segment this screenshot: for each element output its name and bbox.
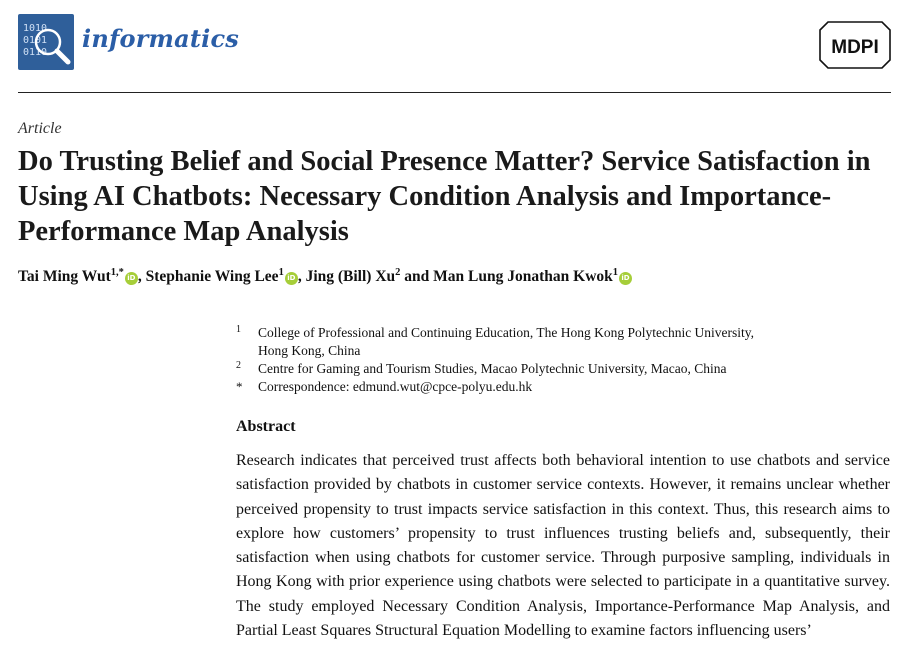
orcid-icon[interactable]: iD xyxy=(125,272,138,285)
journal-name: informatics xyxy=(82,24,240,53)
author-separator: , xyxy=(137,268,146,285)
abstract-text: Research indicates that perceived trust affects both behavioral intention to use chatbots and service satisfaction provided by chatbots in customer service contexts. However, it remains unclear whether perceived propensity to trust impacts service satisfaction in this context. Thus, this research aims to explore how customers’ propensity to trust influences trusting beliefs and, subsequently, their satisfaction when using chatbots for customer service. Through purposive sampling, individuals in Hong Kong with prior experience using chatbots were selected to participate in a quantitative survey. The study employed Necessary Condition Analysis, Importance-Performance Map Analysis, and Partial Least Squares Structural Equation Modelling to examine factors influencing users’ xyxy=(236,452,890,640)
author-list xyxy=(18,267,632,286)
orcid-icon[interactable]: iD xyxy=(619,272,632,285)
affiliation-item xyxy=(236,360,836,378)
affiliation-item xyxy=(236,324,836,360)
affiliation-line: College of Professional and Continuing Education, The Hong Kong Polytechnic University, xyxy=(258,325,755,340)
affiliation-line: Centre for Gaming and Tourism Studies, Macao Polytechnic University, Macao, China xyxy=(258,361,727,376)
affiliation-mark: 1 xyxy=(236,324,241,335)
author-separator: and xyxy=(400,268,434,285)
publisher-name: MDPI xyxy=(831,37,879,58)
affiliation-line: Hong Kong, China xyxy=(258,343,361,358)
logo-binary-line: 0110 xyxy=(23,47,48,58)
author-name: Jing (Bill) Xu xyxy=(305,268,396,285)
author-separator: , xyxy=(297,268,306,285)
author-name: Man Lung Jonathan Kwok xyxy=(433,268,613,285)
author-affiliation-mark: 2 xyxy=(395,267,401,278)
article-type: Article xyxy=(18,120,62,137)
mdpi-logo xyxy=(818,20,892,70)
author-affiliation-mark: 1,* xyxy=(110,267,124,278)
orcid-icon[interactable]: iD xyxy=(285,272,298,285)
logo-binary-line: 0101 xyxy=(23,35,48,46)
author-name: Tai Ming Wut xyxy=(18,268,111,285)
header-divider xyxy=(18,92,891,93)
informatics-binary-magnifier-icon xyxy=(18,14,74,70)
journal-logo xyxy=(18,14,74,70)
author-affiliation-mark: 1 xyxy=(612,267,619,278)
author-affiliation-mark: 1 xyxy=(278,267,284,278)
affiliation-list xyxy=(236,324,836,396)
abstract-heading: Abstract xyxy=(236,418,296,435)
logo-binary-line: 1010 xyxy=(23,23,48,34)
correspondence-line[interactable]: Correspondence: edmund.wut@cpce-polyu.edu.hk xyxy=(258,379,533,394)
affiliation-mark: 2 xyxy=(236,360,241,371)
author-name: Stephanie Wing Lee xyxy=(145,268,279,285)
paper-title: Do Trusting Belief and Social Presence Matter? Service Satisfaction in Using AI Chatbots: Necessary Condition Analysis and Importance-Performance Map Analysis xyxy=(18,146,871,247)
affiliation-mark: * xyxy=(236,379,243,394)
affiliation-item xyxy=(236,378,836,396)
